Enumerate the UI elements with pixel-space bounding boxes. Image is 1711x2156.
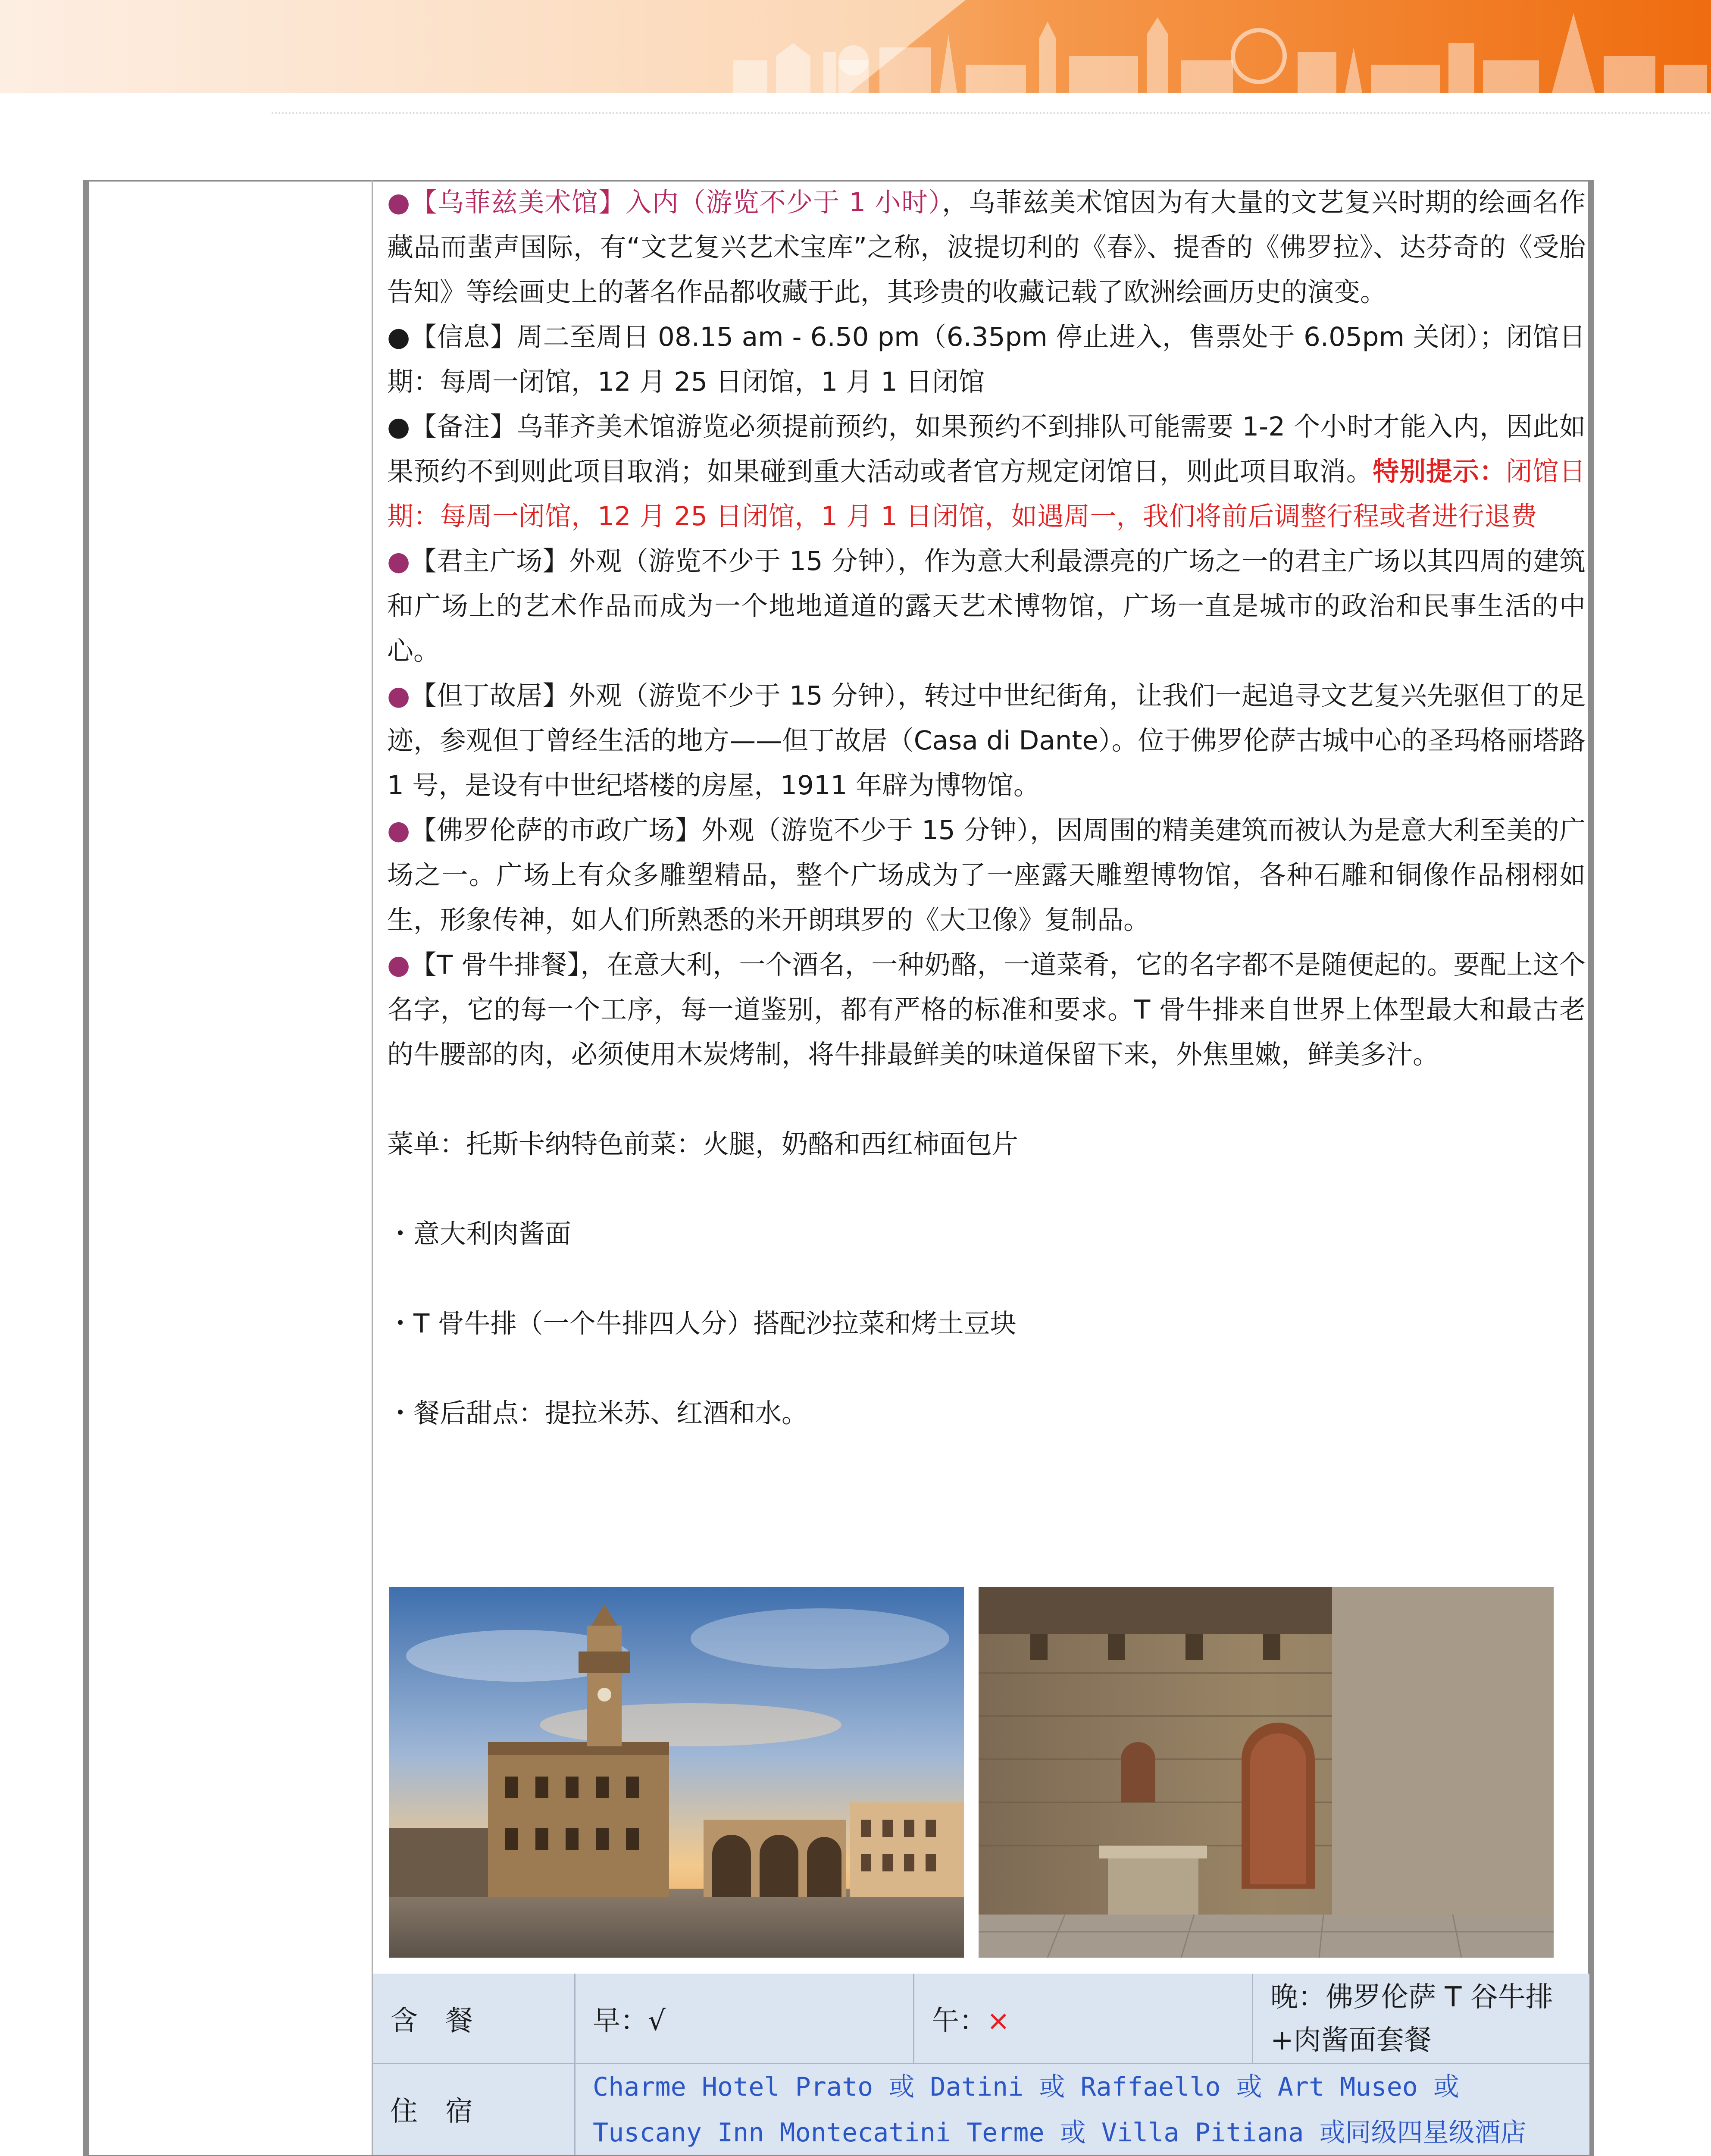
signoria-text: 外观（游览不少于 15 分钟），作为意大利最漂亮的广场之一的君主广场以其四周的建筑和广场上的艺术作品而成为一个地地道道的露天艺术博物馆，广场一直是城市的政治和民事生活的中心。 <box>387 546 1586 666</box>
dante-title: 【但丁故居】 <box>410 680 569 711</box>
dinner-value: 晚：佛罗伦萨 T 谷牛排+肉酱面套餐 <box>1270 1981 1553 2056</box>
lodging-value-cell <box>576 2064 1589 2155</box>
paragraph-info <box>387 315 1586 404</box>
info-text: ●【信息】周二至周日 08.15 am - 6.50 pm（6.35pm 停止进入，售票处于 6.05pm 关闭）；闭馆日期：每周一闭馆，12 月 25 日闭馆，1 月 1 日闭馆 <box>387 322 1586 397</box>
photo-palazzo-vecchio <box>389 1587 964 1958</box>
paragraph-signoria <box>387 539 1586 674</box>
bullet-icon: ● <box>387 546 410 577</box>
casa-di-dante-image <box>979 1587 1554 1958</box>
spacer <box>387 1077 1586 1122</box>
menu-line-steak: ・T 骨牛排（一个牛排四人分）搭配沙拉菜和烤土豆块 <box>387 1308 1017 1339</box>
warn-label: 特别提示： <box>1373 456 1506 487</box>
header-divider <box>272 112 1711 114</box>
breakfast-value: 早：√ <box>593 2005 666 2037</box>
lunch-prefix: 午： <box>932 2005 987 2037</box>
steak-text: ，在意大利，一个酒名，一种奶酪，一道菜肴，它的名字都不是随便起的。要配上这个名字，它的每一个工序，每一道鉴别，都有严格的标准和要求。T 骨牛排来自世界上体型最大和最古老的牛腰部的肉，必须使用木炭烤制，将牛排最鲜美的味道保留下来，外焦里嫩，鲜美多汁。 <box>387 950 1586 1070</box>
dinner-cell <box>1253 1974 1589 2064</box>
lodging-label: 住 宿 <box>390 2096 473 2128</box>
paragraph-note <box>387 404 1586 539</box>
menu-line-dessert: ・餐后甜点：提拉米苏、红酒和水。 <box>387 1398 808 1429</box>
paragraph-steak <box>387 943 1586 1077</box>
day6-itinerary-content <box>387 180 1586 1436</box>
note-text: ●【备注】乌菲齐美术馆游览必须提前预约，如果预约不到排队可能需要 1-2 个小时才能入内，因此如果预约不到则此项目取消；如果碰到重大活动或者官方规定闭馆日，则此项目取消。 <box>387 411 1586 487</box>
uffizi-title: 【乌菲兹美术馆】入内（游览不少于 1 小时） <box>410 187 942 218</box>
lunch-value <box>914 1974 1252 2043</box>
warn-text: 闭馆日期：每周一闭馆，12 月 25 日闭馆，1 月 1 日闭馆，如遇周一，我们将前后调整行程或者进行退费 <box>387 456 1586 532</box>
menu-line-starter: 菜单：托斯卡纳特色前菜：火腿，奶酪和西红柿面包片 <box>387 1129 1019 1159</box>
menu-line-pasta: ・意大利肉酱面 <box>387 1219 572 1249</box>
lunch-cell <box>914 1974 1253 2064</box>
bullet-icon: ● <box>387 187 411 218</box>
table-column-divider <box>372 180 373 2156</box>
palazzo-vecchio-image <box>389 1587 964 1958</box>
table-right-border <box>1588 180 1594 2156</box>
spacer <box>387 1167 1586 1212</box>
bullet-icon: ● <box>387 950 410 980</box>
lodging-label-cell <box>373 2064 576 2155</box>
spacer <box>387 1257 1586 1301</box>
table-left-border <box>83 180 89 2156</box>
spacer <box>387 1346 1586 1391</box>
photo-casa-di-dante <box>979 1587 1554 1958</box>
paragraph-civic <box>387 808 1586 943</box>
meals-label-cell <box>373 1974 576 2064</box>
bullet-icon: ● <box>387 815 410 846</box>
dante-text: 外观（游览不少于 15 分钟），转过中世纪街角，让我们一起追寻文艺复兴先驱但丁的足迹，参观但丁曾经生活的地方——但丁故居（Casa di Dante）。位于佛罗伦萨古城中心的圣玛格丽塔路 1 号，是设有中世纪塔楼的房屋，1911 年辟为博物馆。 <box>387 680 1586 801</box>
bullet-icon: ● <box>387 680 410 711</box>
meals-lodging-table <box>373 1974 1589 2155</box>
civic-title: 【佛罗伦萨的市政广场】 <box>410 815 701 846</box>
meals-label: 含 餐 <box>390 2005 473 2037</box>
paragraph-dante <box>387 674 1586 808</box>
breakfast-cell <box>576 1974 914 2064</box>
uffizi-text: ，乌菲兹美术馆因为有大量的文艺复兴时期的绘画名作藏品而蜚声国际，有“文艺复兴艺术宝库”之称，波提切利的《春》、提香的《佛罗拉》、达芬奇的《受胎告知》等绘画史上的著名作品都收藏于此，其珍贵的收藏记载了欧洲绘画历史的演变。 <box>387 187 1586 307</box>
paragraph-uffizi <box>387 180 1586 315</box>
page-header-band <box>0 0 1711 93</box>
lunch-cross-icon: × <box>987 2005 1010 2037</box>
steak-title: 【T 骨牛排餐】 <box>410 950 581 980</box>
signoria-title: 【君主广场】 <box>410 546 569 577</box>
civic-text: 外观（游览不少于 15 分钟），因周围的精美建筑而被认为是意大利至美的广场之一。广场上有众多雕塑精品，整个广场成为了一座露天雕塑博物馆，各种石雕和铜像作品栩栩如生，形象传神，如人们所熟悉的米开朗琪罗的《大卫像》复制品。 <box>387 815 1586 935</box>
lodging-hotels: Charme Hotel Prato 或 Datini 或 Raffaello 或 Art Museo 或 Tuscany Inn Montecatini Terme 或 Villa Pitiana 或同级四星级酒店 <box>593 2072 1526 2148</box>
skyline-icon <box>707 9 1711 93</box>
